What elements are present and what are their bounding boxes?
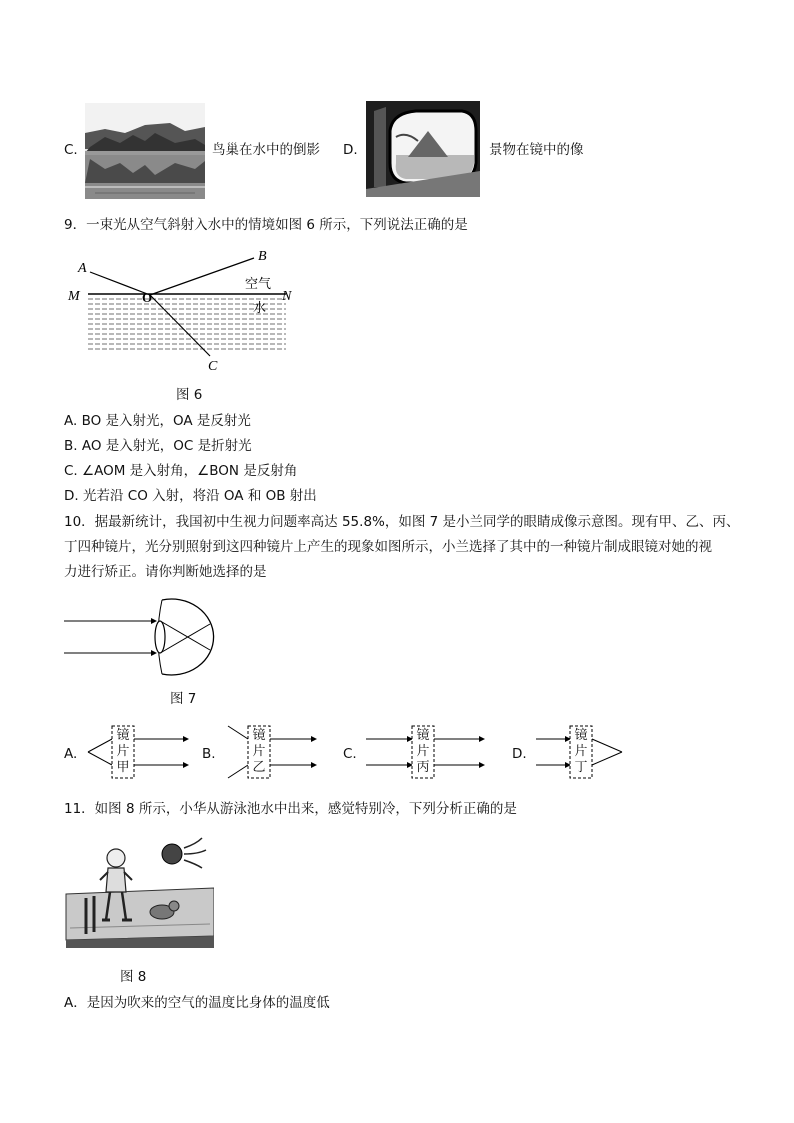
figure-8-swimmer-illustration [64, 832, 214, 948]
label-b: B [258, 249, 267, 264]
q10-option-b-diagram [224, 722, 320, 782]
lens-jia-label: 镜 片 甲 [116, 728, 130, 775]
q8-option-c-caption: 鸟巢在水中的倒影 [212, 142, 320, 158]
label-c: C [208, 359, 218, 374]
figure-7-caption: 图 7 [170, 691, 197, 707]
q10-option-a-letter: A. [64, 746, 78, 762]
ray-ao [90, 272, 150, 295]
q8-option-d-letter: D. [343, 142, 358, 158]
q8-option-c-letter: C. [64, 142, 78, 158]
label-m: M [68, 289, 80, 304]
q10-option-d-diagram [534, 722, 630, 782]
figure-6-refraction-diagram [62, 244, 302, 378]
bird-nest-reflection-photo [85, 103, 205, 199]
figure-6-caption: 图 6 [176, 387, 203, 403]
car-mirror-photo [366, 101, 480, 197]
lens-yi-label: 镜 片 乙 [252, 728, 266, 775]
q9-option-a: A. BO 是入射光，OA 是反射光 [64, 413, 251, 429]
q11-stem: 11．如图 8 所示，小华从游泳池水中出来，感觉特别冷，下列分析正确的是 [64, 801, 517, 817]
q10-option-c-letter: C. [343, 746, 357, 762]
q10-stem-line-2: 丁四种镜片，光分别照射到这四种镜片上产生的现象如图所示，小兰选择了其中的一种镜片制成眼镜对她的视 [64, 539, 712, 555]
q9-option-c: C. ∠AOM 是入射角，∠BON 是反射角 [64, 463, 298, 479]
q9-option-d: D. 光若沿 CO 入射，将沿 OA 和 OB 射出 [64, 488, 317, 504]
q10-option-a-diagram [84, 722, 192, 782]
q10-stem-line-1: 10．据最新统计，我国初中生视力问题率高达 55.8%，如图 7 是小兰同学的眼睛成像示意图。现有甲、乙、丙、 [64, 514, 740, 530]
label-air: 空气 [245, 276, 272, 291]
q11-option-a: A．是因为吹来的空气的温度比身体的温度低 [64, 995, 330, 1011]
label-water: 水 [253, 300, 267, 315]
lens-bing-label: 镜 片 丙 [416, 728, 430, 775]
label-o: O [142, 290, 153, 305]
q9-stem: 9．一束光从空气斜射入水中的情境如图 6 所示，下列说法正确的是 [64, 217, 468, 233]
q10-stem-line-3: 力进行矫正。请你判断她选择的是 [64, 564, 267, 580]
figure-7-eye-diagram [62, 594, 232, 680]
figure-8-caption: 图 8 [120, 969, 147, 985]
q10-option-d-letter: D. [512, 746, 527, 762]
ray-ob [150, 258, 254, 295]
q10-option-c-diagram [364, 722, 488, 782]
q8-option-d-caption: 景物在镜中的像 [489, 142, 584, 158]
q9-option-b: B. AO 是入射光，OC 是折射光 [64, 438, 252, 454]
q10-option-b-letter: B. [202, 746, 216, 762]
label-n: N [282, 289, 292, 304]
label-a: A [78, 261, 87, 276]
eye-lens [155, 621, 165, 653]
lens-ding-label: 镜 片 丁 [574, 728, 588, 775]
